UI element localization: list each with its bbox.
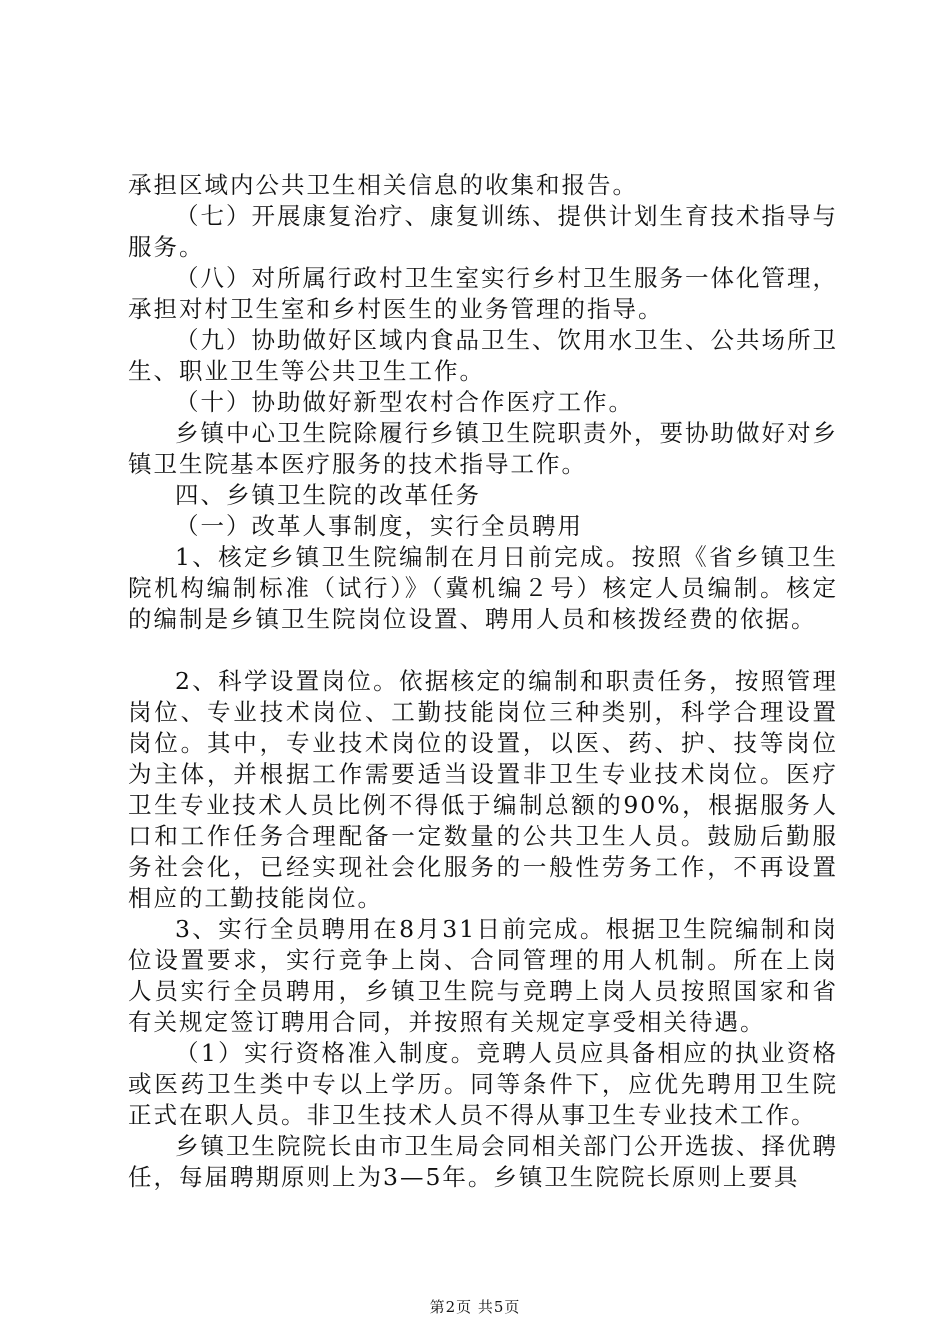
section-heading-reform-tasks: 四、乡镇卫生院的改革任务 (175, 481, 481, 509)
paragraph-item-9: （九）协助做好区域内食品卫生、饮用水卫生、公共场所卫生、职业卫生等公共卫生工作。 (128, 326, 838, 385)
paragraph-full-hiring: 3、实行全员聘用在8月31日前完成。根据卫生院编制和岗位设置要求，实行竞争上岗、合同管理的用人机制。所在上岗人员实行全员聘用，乡镇卫生院与竞聘上岗人员按照国家和省有关规定签订聘用合同，并按照有关规定享受相关待遇。 (128, 915, 838, 1036)
paragraph-staffing: 1、核定乡镇卫生院编制在月日前完成。按照《省乡镇卫生院机构编制标准（试行）》（冀机编２号）核定人员编制。核定的编制是乡镇卫生院岗位设置、聘用人员和核拨经费的依据。 (128, 543, 838, 633)
page-number-footer: 第2页 共5页 (429, 1298, 521, 1316)
paragraph-central-hospital: 乡镇中心卫生院除履行乡镇卫生院职责外，要协助做好对乡镇卫生院基本医疗服务的技术指导工作。 (128, 419, 838, 478)
paragraph-public-health-info: 承担区域内公共卫生相关信息的收集和报告。 (128, 171, 638, 199)
paragraph-positions: 2、科学设置岗位。依据核定的编制和职责任务，按照管理岗位、专业技术岗位、工勤技能岗位三种类别，科学合理设置岗位。其中，专业技术岗位的设置，以医、药、护、技等岗位为主体，并根据工作需要适当设置非卫生专业技术岗位。医疗卫生专业技术人员比例不得低于编制总额的90%，根据服务人口和工作任务合理配备一定数量的公共卫生人员。鼓励后勤服务社会化，已经实现社会化服务的一般性劳务工作，不再设置相应的工勤技能岗位。 (128, 667, 838, 912)
paragraph-director-selection: 乡镇卫生院院长由市卫生局会同相关部门公开选拔、择优聘任，每届聘期原则上为3—5年。乡镇卫生院院长原则上要具 (128, 1132, 838, 1191)
document-body (128, 170, 838, 1193)
paragraph-item-8: （八）对所属行政村卫生室实行乡村卫生服务一体化管理，承担对村卫生室和乡村医生的业务管理的指导。 (128, 264, 838, 323)
paragraph-qualification: （1）实行资格准入制度。竞聘人员应具备相应的执业资格或医药卫生类中专以上学历。同等条件下，应优先聘用卫生院正式在职人员。非卫生技术人员不得从事卫生专业技术工作。 (128, 1039, 838, 1129)
paragraph-item-7: （七）开展康复治疗、康复训练、提供计划生育技术指导与服务。 (128, 202, 838, 261)
subsection-heading-personnel: （一）改革人事制度，实行全员聘用 (175, 512, 583, 540)
paragraph-item-10: （十）协助做好新型农村合作医疗工作。 (175, 388, 634, 416)
